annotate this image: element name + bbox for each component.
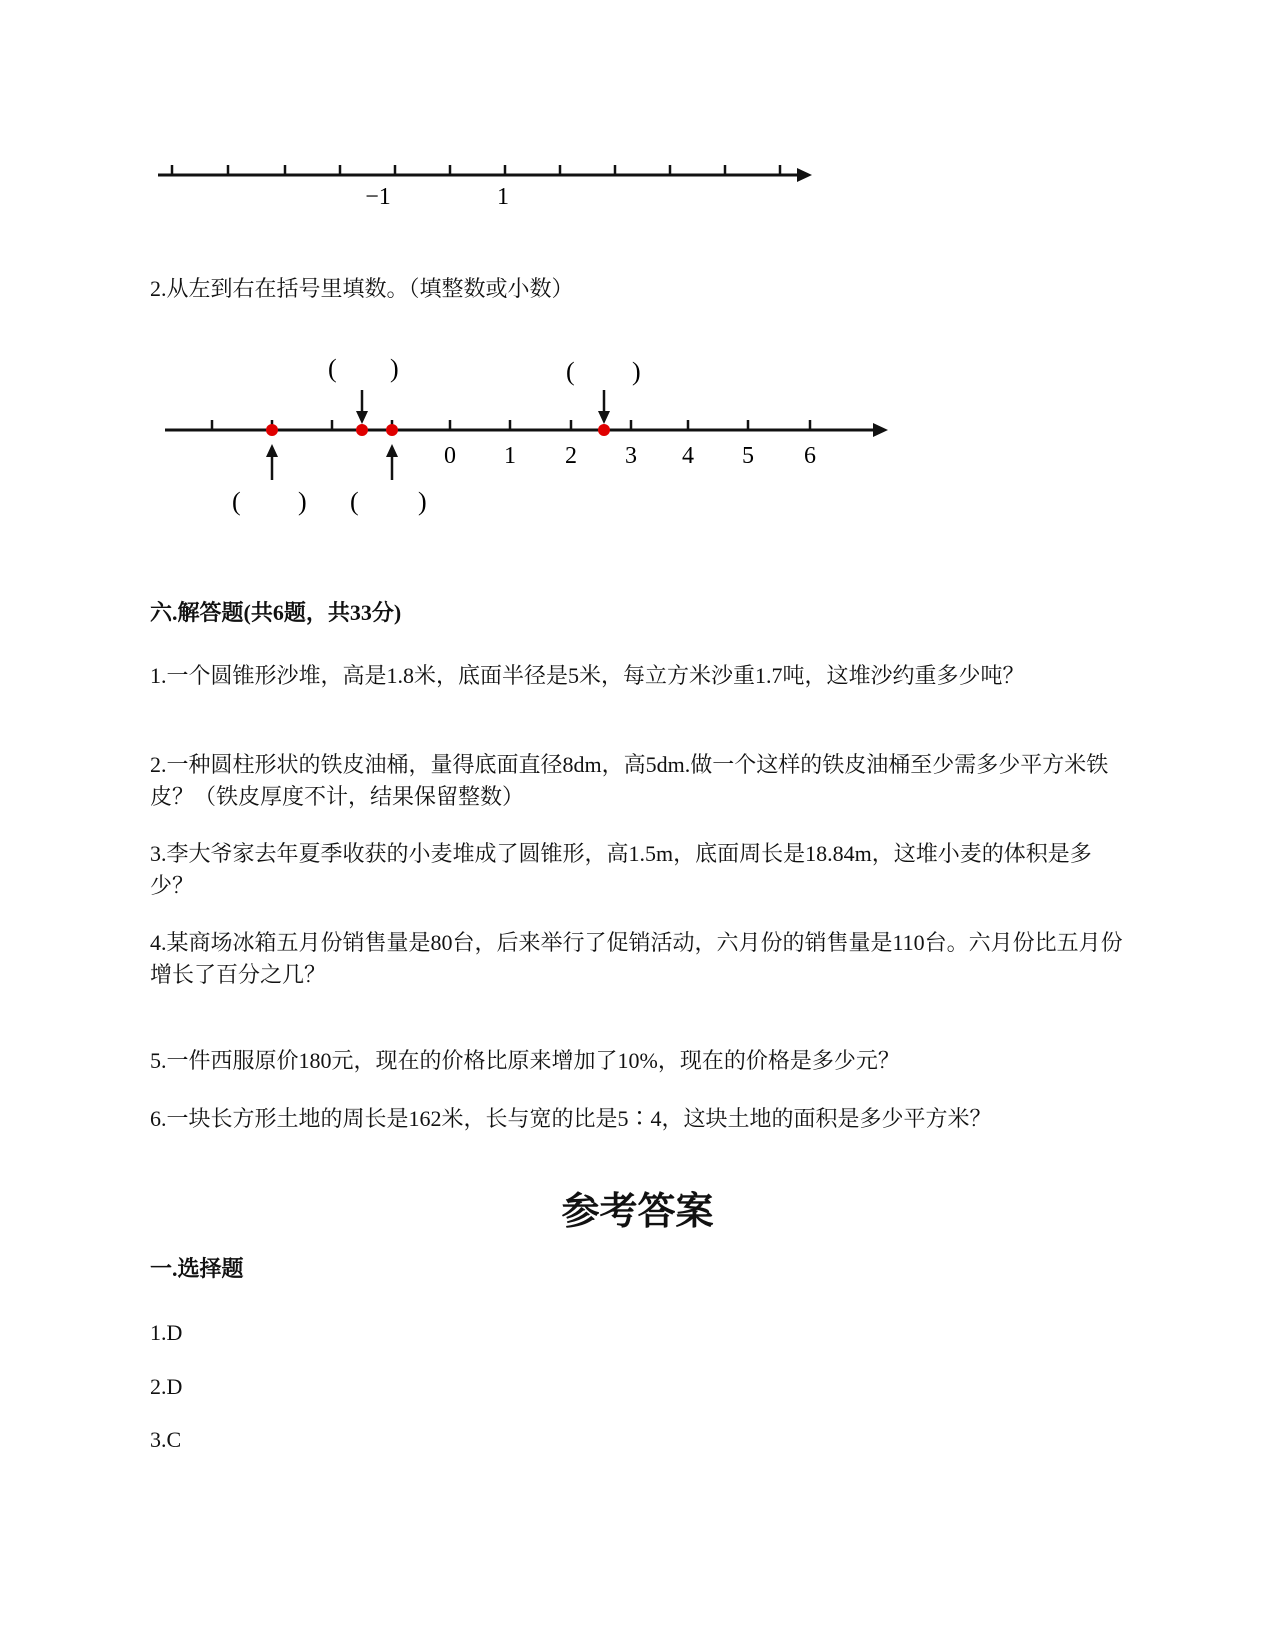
- number-line-tick-labels: [444, 443, 816, 469]
- axis-arrowhead: [873, 423, 888, 437]
- question-1: 1.一个圆锥形沙堆，高是1.8米，底面半径是5米，每立方米沙重1.7吨，这堆沙约重多少吨？: [150, 663, 1025, 688]
- tick-label-0: 0: [444, 443, 456, 469]
- answer-bracket-open: (: [350, 487, 359, 516]
- answer-section-1-heading: 一.选择题: [150, 1256, 244, 1281]
- question-2: 2.一种圆柱形状的铁皮油桶，量得底面直径8dm，高5dm.做一个这样的铁皮油桶至少需多少平方米铁皮？（铁皮厚度不计，结果保留整数）: [150, 752, 1109, 809]
- question-5: 5.一件西服原价180元，现在的价格比原来增加了10%，现在的价格是多少元？: [150, 1048, 900, 1073]
- question-3: 3.李大爷家去年夏季收获的小麦堆成了圆锥形，高1.5m，底面周长是18.84m，这堆小麦的体积是多少？: [150, 841, 1092, 898]
- answer-bracket-close: ): [418, 487, 427, 516]
- answer-item: 3.C: [150, 1427, 182, 1452]
- tick-label-4: 4: [682, 443, 694, 469]
- answer-bracket-open: (: [328, 354, 337, 383]
- answer-bracket-open: (: [232, 487, 241, 516]
- answer-bracket-open: (: [566, 357, 575, 386]
- answer-bracket-close: ): [632, 357, 641, 386]
- marked-point: [598, 424, 610, 436]
- section-6-heading: 六.解答题(共6题，共33分): [150, 600, 402, 625]
- answer-bracket-close: ): [298, 487, 307, 516]
- question-6: 6.一块长方形土地的周长是162米，长与宽的比是5∶4，这块土地的面积是多少平方米？: [150, 1106, 992, 1131]
- answer-item: 2.D: [150, 1374, 183, 1399]
- up-arrow-icon: [266, 444, 278, 480]
- tick-label-1: 1: [497, 184, 509, 210]
- answer-key-title: 参考答案: [561, 1188, 714, 1233]
- marked-point: [266, 424, 278, 436]
- marked-point: [356, 424, 368, 436]
- answer-item: 1.D: [150, 1320, 183, 1345]
- down-arrow-icon: [356, 390, 368, 424]
- marked-point: [386, 424, 398, 436]
- answer-bracket-close: ): [390, 354, 399, 383]
- tick-label-3: 3: [625, 443, 637, 469]
- number-line-figure-2: [0, 0, 1275, 560]
- up-arrow-icon: [386, 444, 398, 480]
- tick-label-6: 6: [804, 443, 816, 469]
- down-arrow-icon: [598, 390, 610, 424]
- fill-question-prompt: 2.从左到右在括号里填数。（填整数或小数）: [150, 276, 574, 301]
- tick-label-minus-1: −1: [365, 184, 391, 210]
- tick-label-2: 2: [565, 443, 577, 469]
- question-4: 4.某商场冰箱五月份销售量是80台，后来举行了促销活动，六月份的销售量是110台。六月份比五月份增长了百分之几？: [150, 930, 1123, 987]
- tick-label-5: 5: [742, 443, 754, 469]
- tick-label-1: 1: [504, 443, 516, 469]
